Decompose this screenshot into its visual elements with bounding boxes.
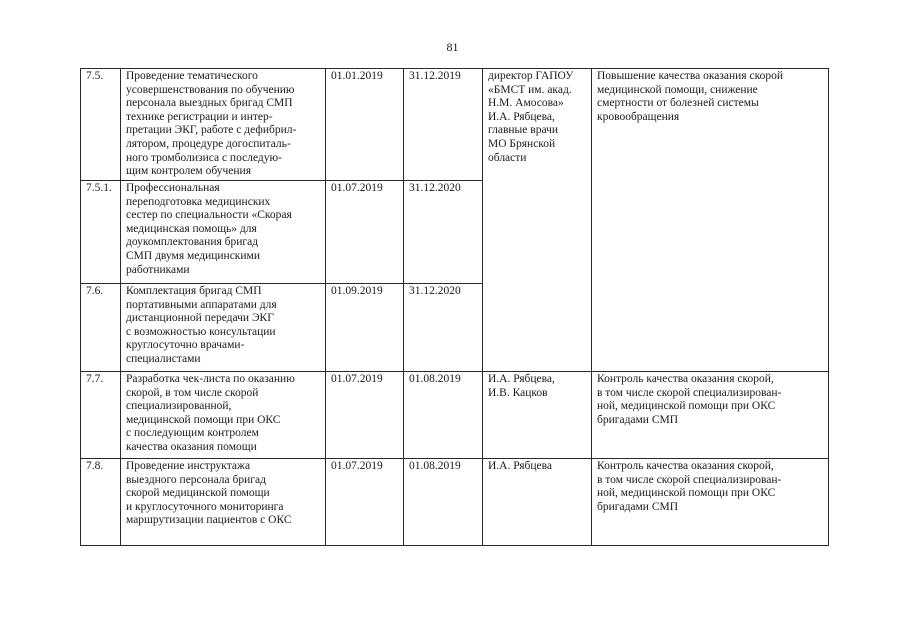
text-line: «БМСТ им. акад. <box>488 83 572 96</box>
item-name <box>121 459 326 546</box>
text-line: специализированной, <box>126 400 232 413</box>
end-date: 31.12.2020 <box>404 284 483 372</box>
start-date: 01.07.2019 <box>326 181 404 284</box>
text-line: смертности от болезней системы <box>597 97 759 110</box>
text-line: медицинская помощь» для <box>126 222 257 235</box>
text-line: в том числе скорой специализирован- <box>597 473 782 486</box>
text-line: МО Брянской <box>488 137 556 150</box>
text-line: Н.М. Амосова» <box>488 97 564 110</box>
start-date: 01.07.2019 <box>326 459 404 546</box>
text-line: переподготовка медицинских <box>126 195 271 208</box>
table-row <box>81 372 829 459</box>
text-line: Повышение качества оказания скорой <box>597 70 783 82</box>
text-line: ного тромболизиса с последую- <box>126 151 282 164</box>
text-line: щим контролем обучения <box>126 165 251 178</box>
text-line: Проведение инструктажа <box>126 460 251 472</box>
text-line: И.А. Рябцева, <box>488 373 555 385</box>
text-line: Контроль качества оказания скорой, <box>597 460 774 472</box>
item-name <box>121 284 326 372</box>
table-row <box>81 69 829 181</box>
page-number: 81 <box>446 40 459 54</box>
result-cell <box>592 372 829 459</box>
text-line: Профессиональная <box>126 182 220 194</box>
text-line: лятором, процедуре догоспиталь- <box>126 137 291 150</box>
result-cell <box>592 459 829 546</box>
text-line: портативными аппаратами для <box>126 298 277 311</box>
text-line: кровообращения <box>597 110 680 123</box>
text-line: персонала выездных бригад СМП <box>126 97 293 110</box>
text-line: Комплектация бригад СМП <box>126 285 262 297</box>
text-line: специалистами <box>126 352 201 365</box>
item-name <box>121 372 326 459</box>
text-line: И.А. Рябцева <box>488 460 552 472</box>
end-date: 31.12.2020 <box>404 181 483 284</box>
text-line: дистанционной передачи ЭКГ <box>126 312 274 325</box>
item-number: 7.5.1. <box>81 181 121 284</box>
text-line: СМП двумя медицинскими <box>126 249 260 262</box>
end-date: 01.08.2019 <box>404 372 483 459</box>
start-date: 01.01.2019 <box>326 69 404 181</box>
text-line: качества оказания помощи <box>126 440 257 453</box>
text-line: области <box>488 151 527 164</box>
text-line: выездного персонала бригад <box>126 473 266 486</box>
end-date: 01.08.2019 <box>404 459 483 546</box>
item-number: 7.7. <box>81 372 121 459</box>
text-line: бригадами СМП <box>597 413 679 426</box>
result-cell <box>592 69 829 372</box>
text-line: главные врачи <box>488 124 559 137</box>
item-number: 7.8. <box>81 459 121 546</box>
text-line: ной, медицинской помощи при ОКС <box>597 487 776 500</box>
text-line: ной, медицинской помощи при ОКС <box>597 400 776 413</box>
responsible-cell <box>483 69 592 372</box>
text-line: сестер по специальности «Скорая <box>126 209 292 222</box>
text-line: И.В. Кацков <box>488 386 548 399</box>
text-line: бригадами СМП <box>597 500 679 513</box>
text-line: работниками <box>126 263 190 276</box>
text-line: с возможностью консультации <box>126 325 276 338</box>
text-line: технике регистрации и интер- <box>126 110 273 123</box>
item-number: 7.5. <box>81 69 121 181</box>
text-line: маршрутизации пациентов с ОКС <box>126 514 292 527</box>
start-date: 01.07.2019 <box>326 372 404 459</box>
text-line: скорой, в том числе скорой <box>126 386 259 399</box>
text-line: круглосуточно врачами- <box>126 339 245 352</box>
text-line: Контроль качества оказания скорой, <box>597 373 774 385</box>
text-line: усовершенствования по обучению <box>126 83 295 96</box>
responsible-cell <box>483 459 592 546</box>
end-date: 31.12.2019 <box>404 69 483 181</box>
text-line: с последующим контролем <box>126 427 259 440</box>
text-line: в том числе скорой специализирован- <box>597 386 782 399</box>
item-name <box>121 69 326 181</box>
start-date: 01.09.2019 <box>326 284 404 372</box>
responsible-cell <box>483 372 592 459</box>
text-line: скорой медицинской помощи <box>126 487 270 500</box>
text-line: медицинской помощи при ОКС <box>126 413 281 426</box>
item-name <box>121 181 326 284</box>
text-line: Проведение тематического <box>126 70 258 82</box>
text-line: медицинской помощи, снижение <box>597 83 758 96</box>
table-row <box>81 459 829 546</box>
text-line: директор ГАПОУ <box>488 70 574 82</box>
text-line: И.А. Рябцева, <box>488 110 555 123</box>
text-line: доукомплектования бригад <box>126 236 259 249</box>
item-number: 7.6. <box>81 284 121 372</box>
action-plan-table <box>80 68 829 546</box>
text-line: претации ЭКГ, работе с дефибрил- <box>126 124 297 137</box>
text-line: и круглосуточного мониторинга <box>126 500 284 513</box>
text-line: Разработка чек-листа по оказанию <box>126 373 295 385</box>
